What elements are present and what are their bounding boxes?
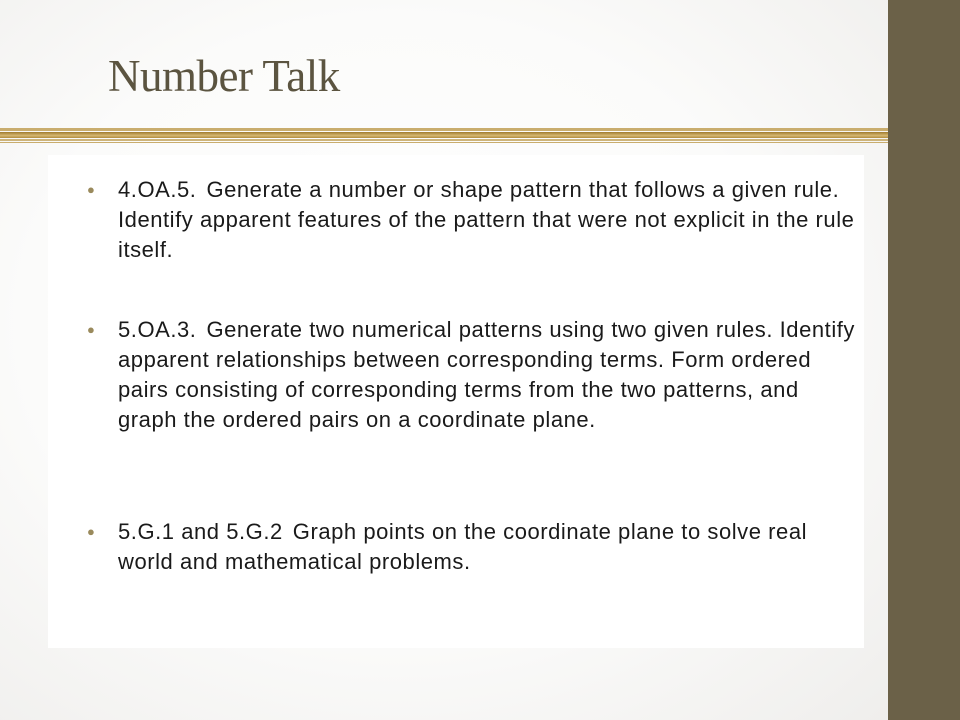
slide-title: Number Talk <box>108 51 340 101</box>
bullet-icon: ● <box>87 524 96 539</box>
standard-code: 5.G.1 and 5.G.2 <box>118 519 283 544</box>
content-area <box>48 155 864 648</box>
standard-text: Graph points on the coordinate plane to solve real world and mathematical problems. <box>118 519 808 574</box>
bullet-icon: ● <box>87 182 96 197</box>
side-accent-bar <box>888 0 960 720</box>
standard-text: Generate a number or shape pattern that follows a given rule. Identify apparent features of the pattern that were not explicit in the rule itself. <box>118 177 855 262</box>
title-divider <box>0 128 888 146</box>
bullet-icon: ● <box>87 322 96 337</box>
standard-code: 5.OA.3. <box>118 317 197 342</box>
bullet-item <box>87 315 858 435</box>
standard-code: 4.OA.5. <box>118 177 197 202</box>
standard-text: Generate two numerical patterns using two given rules. Identify apparent relationships between corresponding terms. Form ordered pairs consisting of corresponding terms from the two patterns, and graph the ordered pairs on a coordinate plane. <box>118 317 855 432</box>
bullet-item <box>87 175 858 265</box>
bullet-item <box>87 517 858 577</box>
